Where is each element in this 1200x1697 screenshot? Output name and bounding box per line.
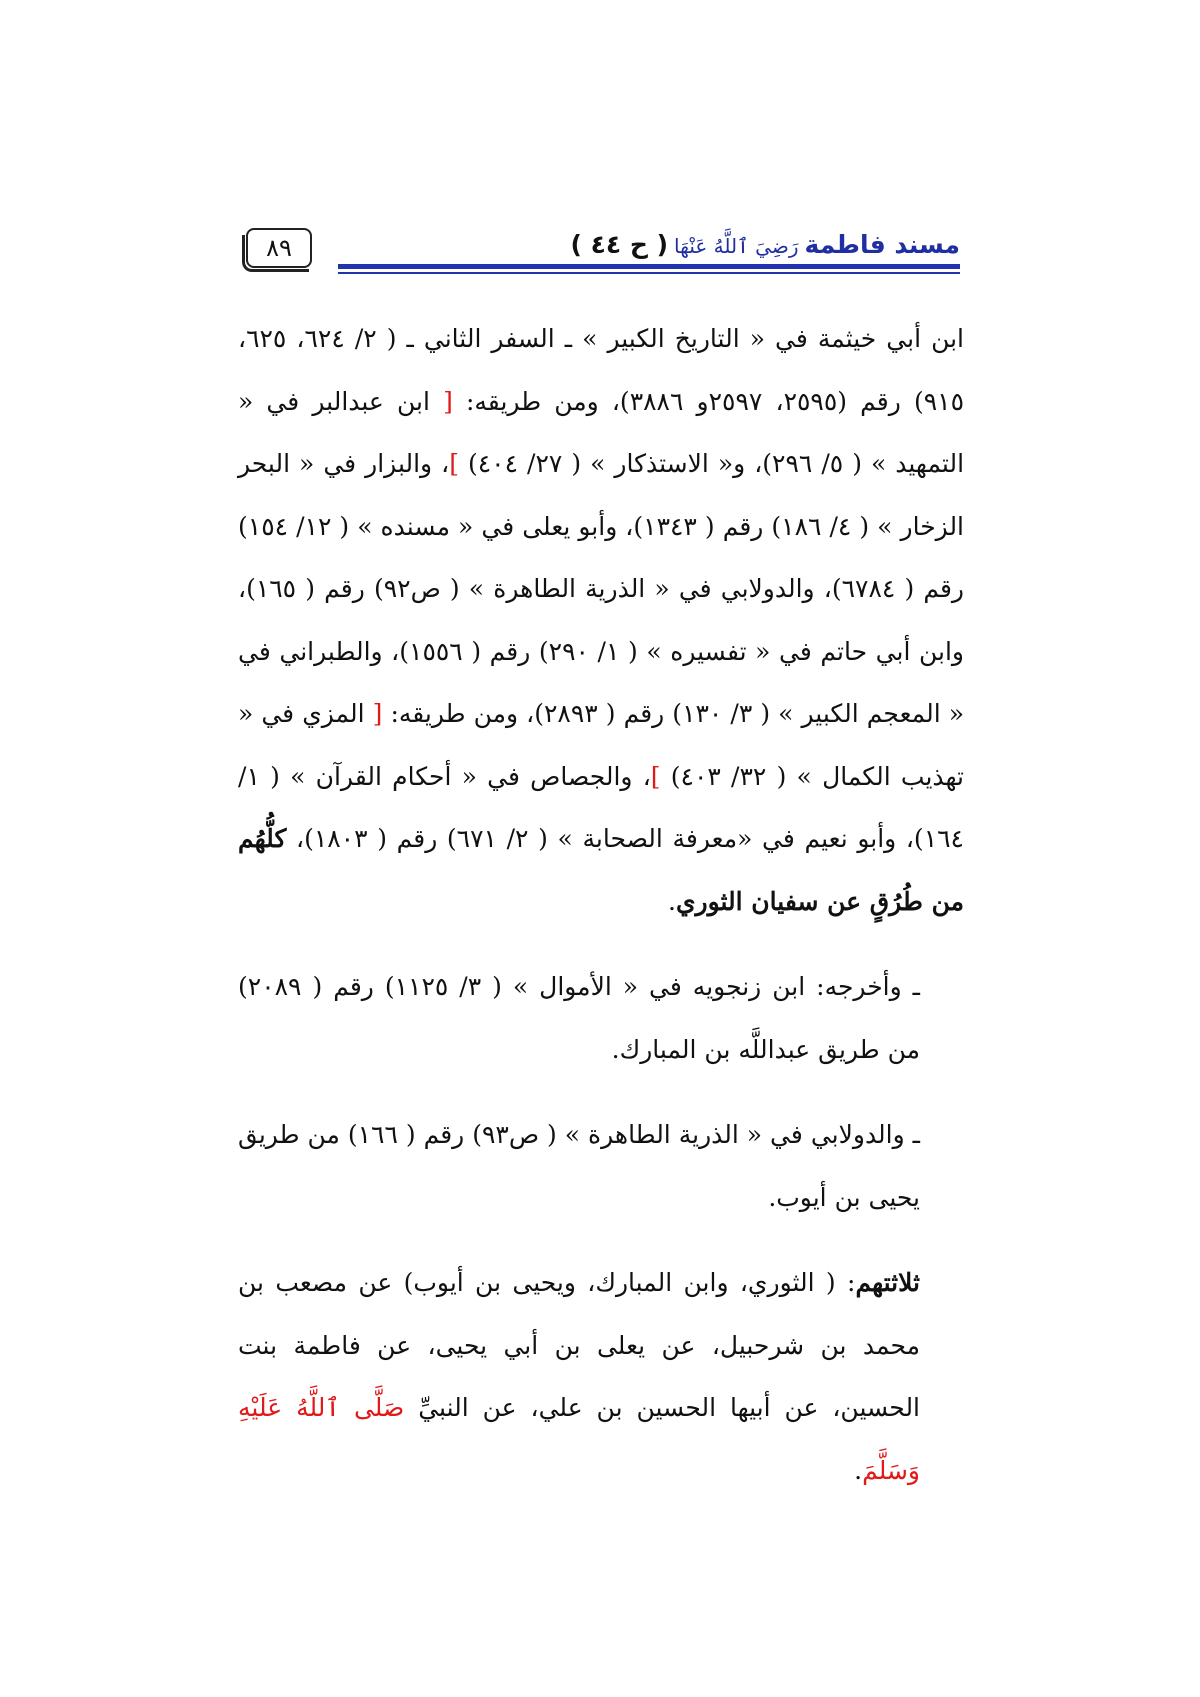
bold-label: ثلاثتهم [855, 1268, 920, 1297]
running-title [571, 230, 961, 259]
text-run: . [854, 1455, 863, 1485]
paragraph-ibn-zanjawayh [238, 956, 964, 1081]
header-rule [338, 264, 960, 269]
text-run: ابن عبدالبر في « التمهيد » ( ٥/ ٢٩٦)، و« الاستذكار » ( ٢٧/ ٤٠٤) [238, 386, 965, 478]
text-run: المزي في « تهذيب الكمال » ( ٣٢/ ٤٠٣) [238, 699, 965, 791]
paragraph-sources [238, 308, 964, 933]
text-run: ابن أبي خيثمة في « التاريخ الكبير » ـ السفر الثاني ـ ( ٢/ ٦٢٤، ٦٢٥، ٩١٥) رقم (٢٥٩٥، ٢٥٩٧و ٣٨٨٦)، ومن طريقه: [238, 324, 965, 416]
red-bracket: [ [443, 386, 453, 416]
text-run: : ( الثوري، وابن المبارك، ويحيى بن أيوب) عن مصعب بن محمد بن شرحبيل، عن يعلى بن أبي يحيى، عن فاطمة بنت الحسين، عن أبيها الحسين بن علي، عن النبيِّ [238, 1268, 921, 1422]
page-number: ٨٩ [266, 234, 292, 262]
page-header [246, 228, 960, 270]
red-bracket: ] [449, 449, 459, 478]
book-title: مسند فاطمة [804, 230, 960, 259]
text-run: ، والجصاص في « أحكام القرآن » ( ١/ ١٦٤)، وأبو نعيم في «معرفة الصحابة » ( ٢/ ٦٧١) رقم ( ١٨٠٣)، [238, 761, 964, 853]
header-rule-thin [338, 272, 960, 274]
red-bracket: [ [372, 699, 383, 728]
bold-conclusion: كلُّهُم من طُرُقٍ عن سفيان الثوري [238, 824, 964, 916]
text-run: ، والبزار في « البحر الزخار » ( ٤/ ١٨٦) رقم ( ١٣٤٣)، وأبو يعلى في « مسنده » ( ١٢/ ١٥٤) رقم ( ٦٧٨٤)، والدولابي في « الذرية الطاهرة » ( ص٩٢) رقم ( ١٦٥)، وابن أبي حاتم في « تفسيره » ( ١/ ٢٩٠) رقم ( ١٥٥٦)، والطبراني في « المعجم الكبير » ( ٣/ ١٣٠) رقم ( ٢٨٩٣)، ومن طريقه: [238, 449, 965, 728]
paragraph-three-of-them [238, 1252, 964, 1502]
salutation: صَلَّى ٱللَّهُ عَلَيْهِ وَسَلَّمَ [238, 1393, 920, 1485]
honorific: رَضِيَ ٱللَّهُ عَنْهَا [674, 234, 799, 258]
text-run: . [667, 886, 676, 916]
page-number-box [246, 228, 312, 268]
paragraph-dawlabi [238, 1104, 964, 1229]
hadith-reference: ( ح ٤٤ ) [570, 230, 669, 259]
red-bracket: ] [650, 761, 661, 791]
text-run: ـ والدولابي في « الذرية الطاهرة » ( ص٩٣) رقم ( ١٦٦) من طريق يحيى بن أيوب. [238, 1120, 920, 1212]
text-run: ـ وأخرجه: ابن زنجويه في « الأموال » ( ٣/ ١١٢٥) رقم ( ٢٠٨٩) من طريق عبداللَّه بن المبارك. [238, 972, 920, 1064]
page-body [238, 308, 964, 1502]
